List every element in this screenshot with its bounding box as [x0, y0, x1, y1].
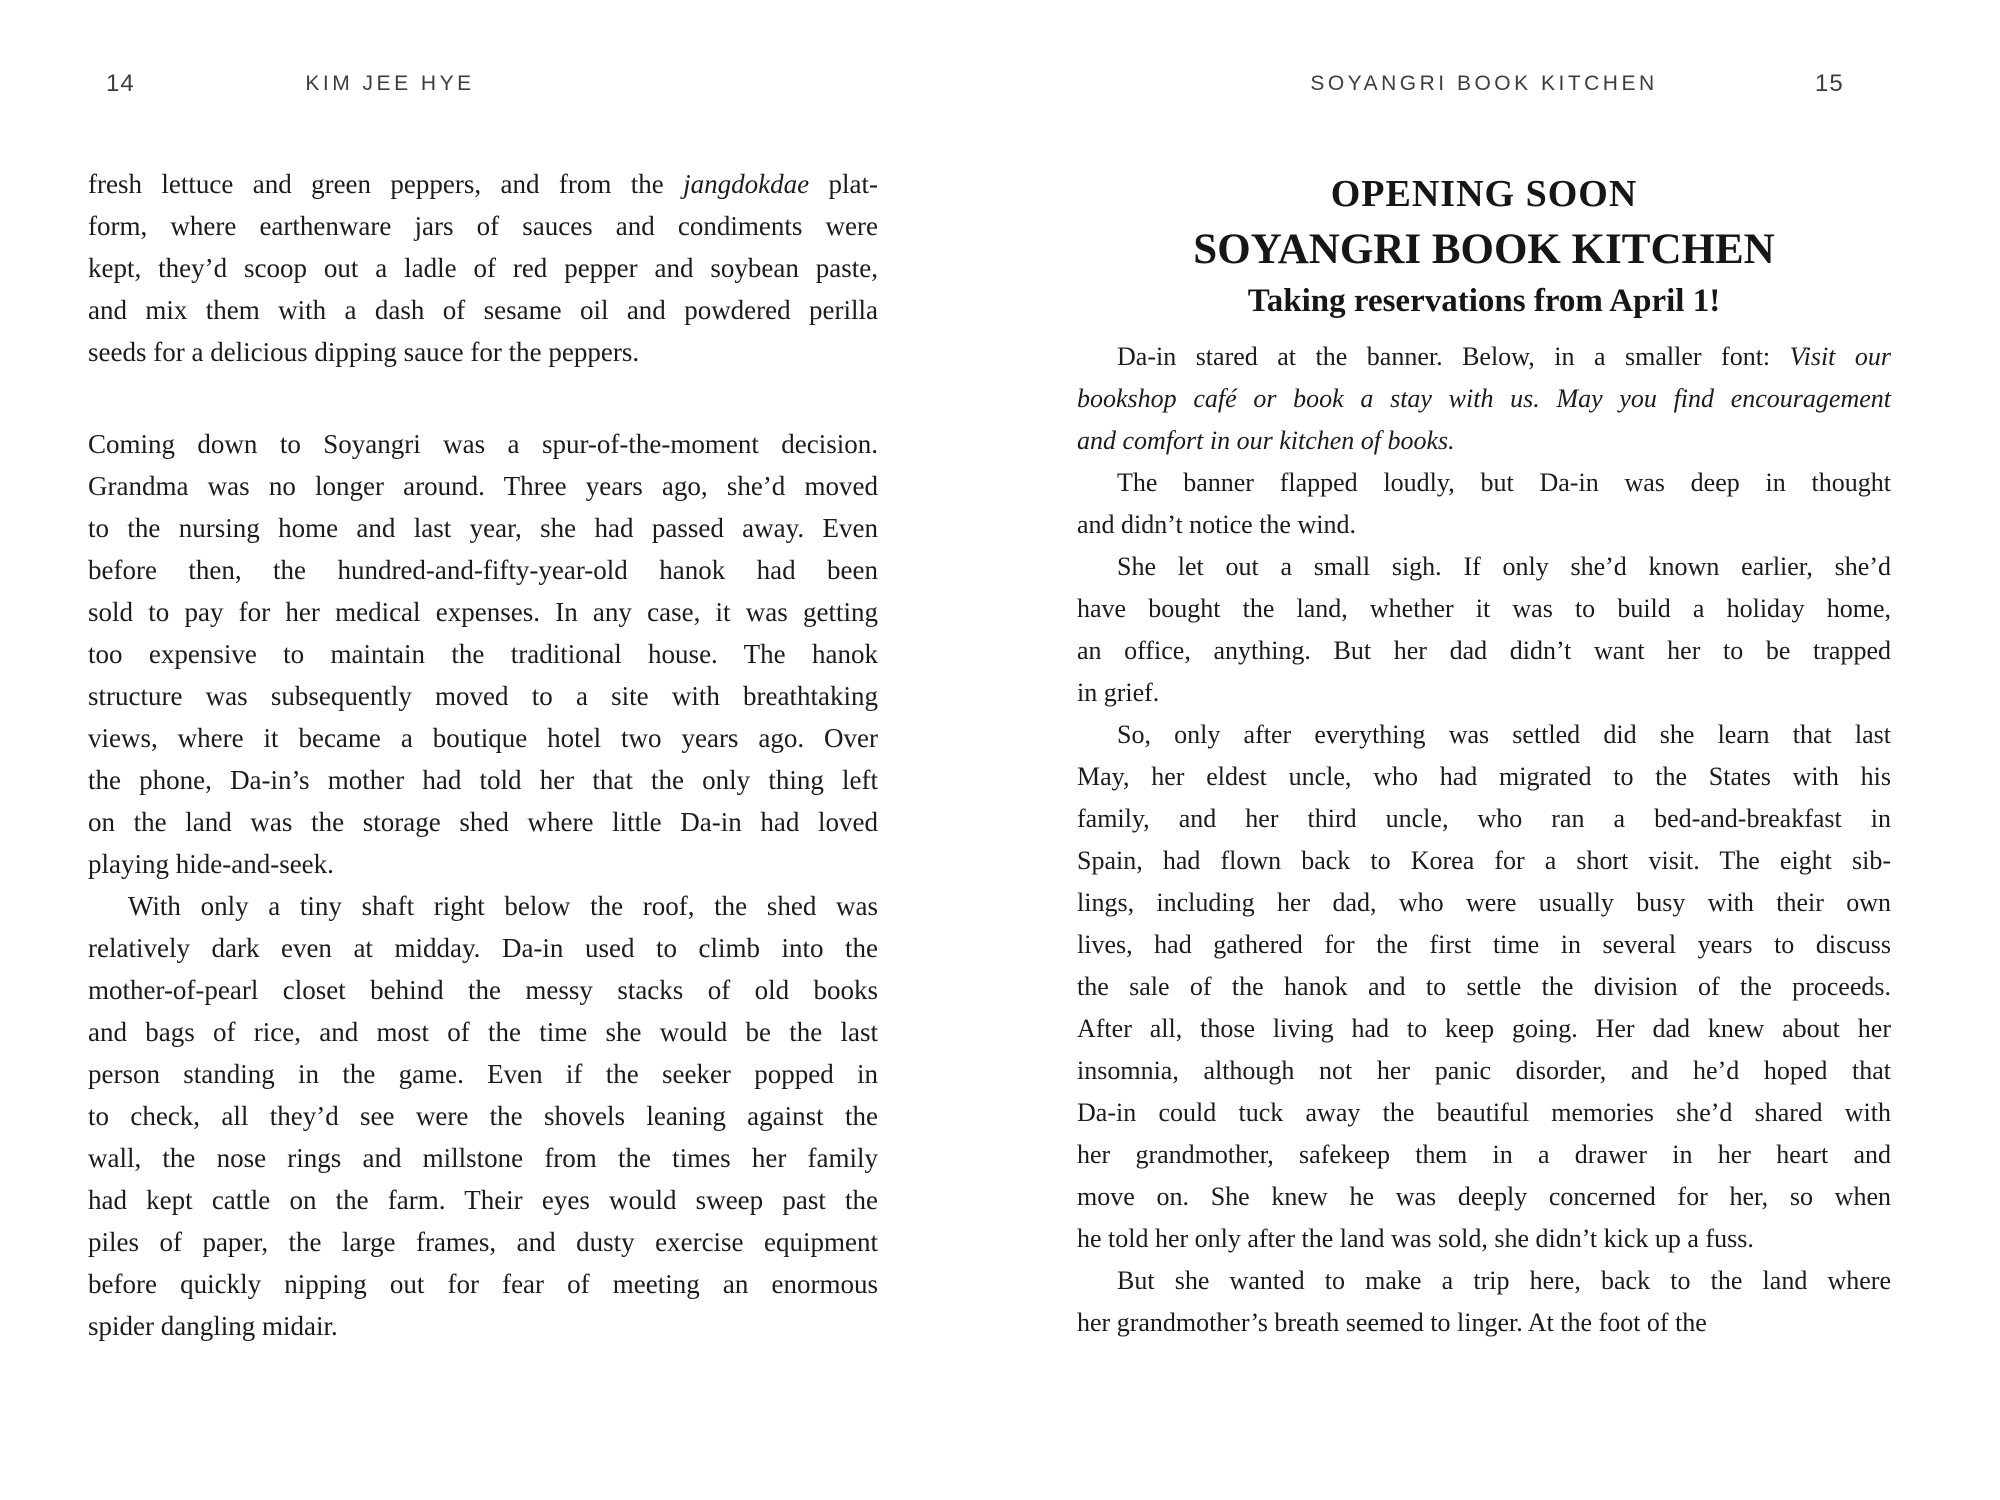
text-line [1077, 1008, 1891, 1050]
body-text: had kept cattle on the farm. Their eyes would sweep past the [88, 1185, 878, 1215]
body-text: She let out a small sigh. If only she’d known earlier, she’d [1117, 552, 1891, 581]
text-line [88, 591, 878, 633]
text-line [88, 1011, 878, 1053]
text-line [1077, 336, 1891, 378]
body-text: person standing in the game. Even if the seeker popped in [88, 1059, 878, 1089]
body-text: Spain, had flown back to Korea for a short visit. The eight sib- [1077, 846, 1891, 875]
body-text: Da-in stared at the banner. Below, in a smaller font: [1117, 342, 1790, 371]
text-line [1077, 1218, 1891, 1260]
body-text: The banner flapped loudly, but Da-in was deep in thought [1117, 468, 1891, 497]
body-text: wall, the nose rings and millstone from the times her family [88, 1143, 878, 1173]
banner-heading-reservations: Taking reservations from April 1! [1247, 283, 1721, 319]
text-line [88, 1179, 878, 1221]
text-line [1077, 1176, 1891, 1218]
body-text: So, only after everything was settled did she learn that last [1117, 720, 1891, 749]
body-text: form, where earthenware jars of sauces and condiments were [88, 211, 878, 241]
text-line [88, 1137, 878, 1179]
body-text: the phone, Da-in’s mother had told her that the only thing left [88, 765, 878, 795]
body-text: the sale of the hanok and to settle the division of the proceeds. [1077, 972, 1891, 1001]
body-text: playing hide-and-seek. [88, 849, 334, 879]
text-line [1077, 882, 1891, 924]
text-line [88, 969, 878, 1011]
body-text: But she wanted to make a trip here, back to the land where [1117, 1266, 1891, 1295]
text-line [88, 289, 878, 331]
text-line [1077, 378, 1891, 420]
body-text: before quickly nipping out for fear of meeting an enormous [88, 1269, 878, 1299]
body-text: her grandmother, safekeep them in a drawer in her heart and [1077, 1140, 1891, 1169]
text-line [1077, 1134, 1891, 1176]
text-line [88, 549, 878, 591]
body-text: on the land was the storage shed where little Da-in had loved [88, 807, 878, 837]
text-line [88, 423, 878, 465]
paragraph [1077, 1260, 1891, 1344]
body-text: piles of paper, the large frames, and dusty exercise equipment [88, 1227, 878, 1257]
body-text: lives, had gathered for the first time in several years to discuss [1077, 930, 1891, 959]
body-text: spider dangling midair. [88, 1311, 338, 1341]
text-line [1077, 1260, 1891, 1302]
text-line [88, 927, 878, 969]
left-page-text [88, 163, 878, 1347]
body-text: an office, anything. But her dad didn’t want her to be trapped [1077, 636, 1891, 665]
page-number-left: 14 [106, 70, 135, 97]
page-number-right: 15 [1815, 70, 1844, 97]
text-line [1077, 756, 1891, 798]
body-text: in grief. [1077, 678, 1160, 707]
body-text: and bags of rice, and most of the time she would be the last [88, 1017, 878, 1047]
body-text: have bought the land, whether it was to build a holiday home, [1077, 594, 1891, 623]
text-line [1077, 798, 1891, 840]
text-line [88, 843, 878, 885]
body-text: seeds for a delicious dipping sauce for the peppers. [88, 337, 640, 367]
body-text: and mix them with a dash of sesame oil and powdered perilla [88, 295, 878, 325]
body-text: to check, all they’d see were the shovels leaning against the [88, 1101, 878, 1131]
body-text: family, and her third uncle, who ran a bed-and-breakfast in [1077, 804, 1891, 833]
text-line [88, 507, 878, 549]
body-text: her grandmother’s breath seemed to linger. At the foot of the [1077, 1308, 1707, 1337]
body-text: views, where it became a boutique hotel two years ago. Over [88, 723, 878, 753]
body-text: fresh lettuce and green peppers, and from the [88, 169, 684, 199]
text-line [88, 717, 878, 759]
text-line [88, 633, 878, 675]
body-text: With only a tiny shaft right below the roof, the shed was [128, 891, 878, 921]
body-text: Da-in could tuck away the beautiful memories she’d shared with [1077, 1098, 1891, 1127]
text-line [1077, 504, 1891, 546]
text-line [88, 1221, 878, 1263]
body-text: and didn’t notice the wind. [1077, 510, 1356, 539]
body-text: insomnia, although not her panic disorder, and he’d hoped that [1077, 1056, 1891, 1085]
body-text: too expensive to maintain the traditional house. The hanok [88, 639, 878, 669]
text-line [88, 1263, 878, 1305]
text-line [1077, 420, 1891, 462]
body-text: before then, the hundred-and-fifty-year-old hanok had been [88, 555, 878, 585]
text-line [88, 331, 878, 373]
text-line [1077, 672, 1891, 714]
body-text: May, her eldest uncle, who had migrated to the States with his [1077, 762, 1891, 791]
body-text: to the nursing home and last year, she had passed away. Even [88, 513, 878, 543]
running-head-right: SOYANGRI BOOK KITCHEN [1310, 72, 1658, 95]
text-line [1077, 924, 1891, 966]
body-text: Coming down to Soyangri was a spur-of-the-moment decision. [88, 429, 878, 459]
text-line [88, 759, 878, 801]
body-text: kept, they’d scoop out a ladle of red pepper and soybean paste, [88, 253, 878, 283]
text-line [1077, 630, 1891, 672]
left-page [88, 0, 878, 1500]
paragraph [1077, 714, 1891, 1260]
text-line [1077, 966, 1891, 1008]
right-page-text [1077, 336, 1891, 1344]
text-line [1077, 840, 1891, 882]
body-text: mother-of-pearl closet behind the messy stacks of old books [88, 975, 878, 1005]
text-line [88, 1095, 878, 1137]
text-line [1077, 1092, 1891, 1134]
text-line [1077, 546, 1891, 588]
chapter-headings [1077, 166, 1891, 325]
text-line [88, 801, 878, 843]
paragraph [88, 163, 878, 373]
text-line [88, 247, 878, 289]
italic-text: bookshop café or book a stay with us. May you find encouragement [1077, 384, 1891, 413]
paragraph [88, 885, 878, 1347]
text-line [88, 885, 878, 927]
paragraph [1077, 546, 1891, 714]
banner-heading-opening-soon: OPENING SOON [1330, 173, 1638, 215]
body-text: structure was subsequently moved to a site with breathtaking [88, 681, 878, 711]
text-line [1077, 1302, 1891, 1344]
text-line [1077, 588, 1891, 630]
paragraph [1077, 462, 1891, 546]
body-text: Grandma was no longer around. Three years ago, she’d moved [88, 471, 878, 501]
text-line [88, 205, 878, 247]
text-line [88, 1305, 878, 1347]
body-text: lings, including her dad, who were usually busy with their own [1077, 888, 1891, 917]
paragraph [1077, 336, 1891, 462]
running-head-left: KIM JEE HYE [305, 72, 475, 95]
text-line [1077, 1050, 1891, 1092]
text-line [1077, 462, 1891, 504]
text-line [1077, 714, 1891, 756]
text-line [88, 163, 878, 205]
italic-text: Visit our [1789, 342, 1892, 371]
text-line [88, 675, 878, 717]
body-text: move on. She knew he was deeply concerned for her, so when [1077, 1182, 1891, 1211]
body-text: plat- [809, 169, 878, 199]
body-text: he told her only after the land was sold, she didn’t kick up a fuss. [1077, 1224, 1754, 1253]
italic-text: jangdokdae [683, 169, 810, 199]
banner-heading-title: SOYANGRI BOOK KITCHEN [1193, 226, 1775, 273]
body-text: relatively dark even at midday. Da-in used to climb into the [88, 933, 878, 963]
body-text: sold to pay for her medical expenses. In any case, it was getting [88, 597, 878, 627]
right-page [1077, 0, 1891, 1500]
text-line [88, 1053, 878, 1095]
body-text: After all, those living had to keep going. Her dad knew about her [1077, 1014, 1891, 1043]
italic-text: and comfort in our kitchen of books. [1077, 426, 1455, 455]
paragraph [88, 423, 878, 885]
text-line [88, 465, 878, 507]
